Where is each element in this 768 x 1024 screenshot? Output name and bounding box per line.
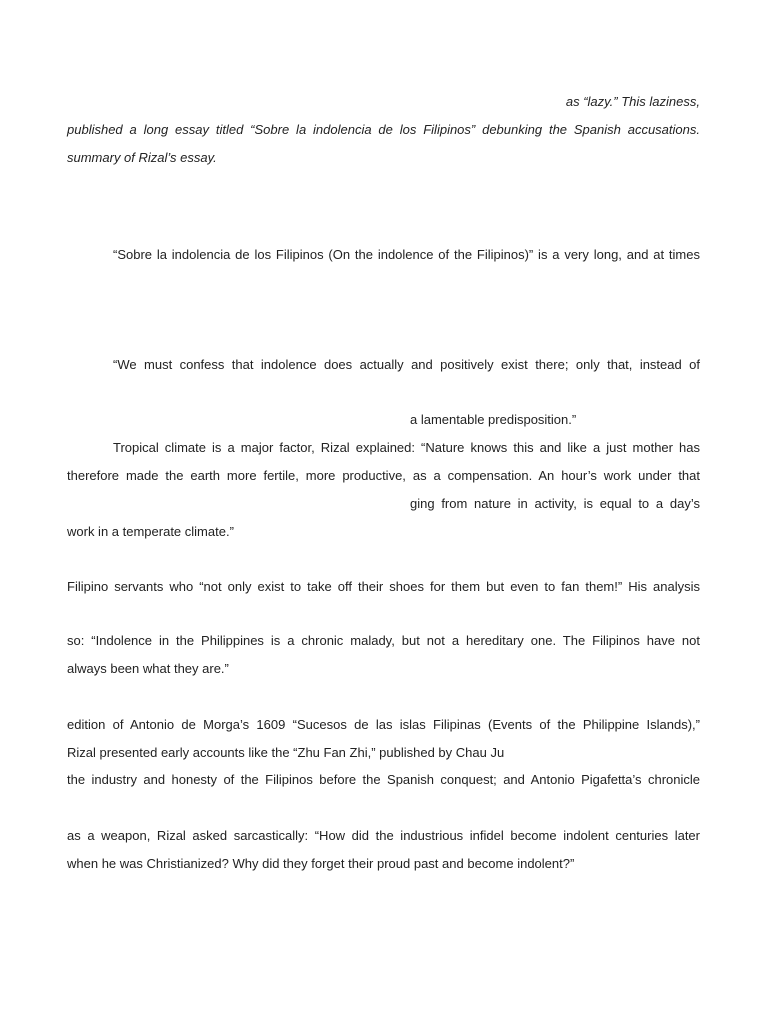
text-line: ging from nature in activity, is equal to a day’s xyxy=(410,496,700,511)
text-line: as a weapon, Rizal asked sarcastically: “How did the industrious infidel become indolent centuries later xyxy=(67,828,700,843)
text-line: always been what they are.” xyxy=(67,661,229,676)
text-line: work in a temperate climate.” xyxy=(67,524,234,539)
text-line: Tropical climate is a major factor, Rizal explained: “Nature knows this and like a just mother has xyxy=(113,440,700,455)
text-line: Filipino servants who “not only exist to take off their shoes for them but even to fan them!” His analysis xyxy=(67,579,700,594)
text-line: the industry and honesty of the Filipinos before the Spanish conquest; and Antonio Pigafetta’s chronicle xyxy=(67,772,700,787)
text-line: “Sobre la indolencia de los Filipinos (On the indolence of the Filipinos)” is a very long, and at times xyxy=(113,247,700,262)
text-line: summary of Rizal’s essay. xyxy=(67,150,217,165)
text-line: so: “Indolence in the Philippines is a chronic malady, but not a hereditary one. The Filipinos have not xyxy=(67,633,700,648)
text-line: as “lazy.” This laziness, xyxy=(565,94,700,109)
text-line: edition of Antonio de Morga’s 1609 “Sucesos de las islas Filipinas (Events of the Philippine Islands),” xyxy=(67,717,700,732)
text-line: a lamentable predisposition.” xyxy=(410,412,577,427)
text-line: therefore made the earth more fertile, more productive, as a compensation. An hour’s work under that xyxy=(67,468,700,483)
text-line: Rizal presented early accounts like the “Zhu Fan Zhi,” published by Chau Ju xyxy=(67,745,505,760)
text-line: when he was Christianized? Why did they forget their proud past and become indolent?” xyxy=(67,856,575,871)
text-line: published a long essay titled “Sobre la indolencia de los Filipinos” debunking the Spanish accusations. xyxy=(67,122,700,137)
text-line: “We must confess that indolence does actually and positively exist there; only that, instead of xyxy=(113,357,700,372)
